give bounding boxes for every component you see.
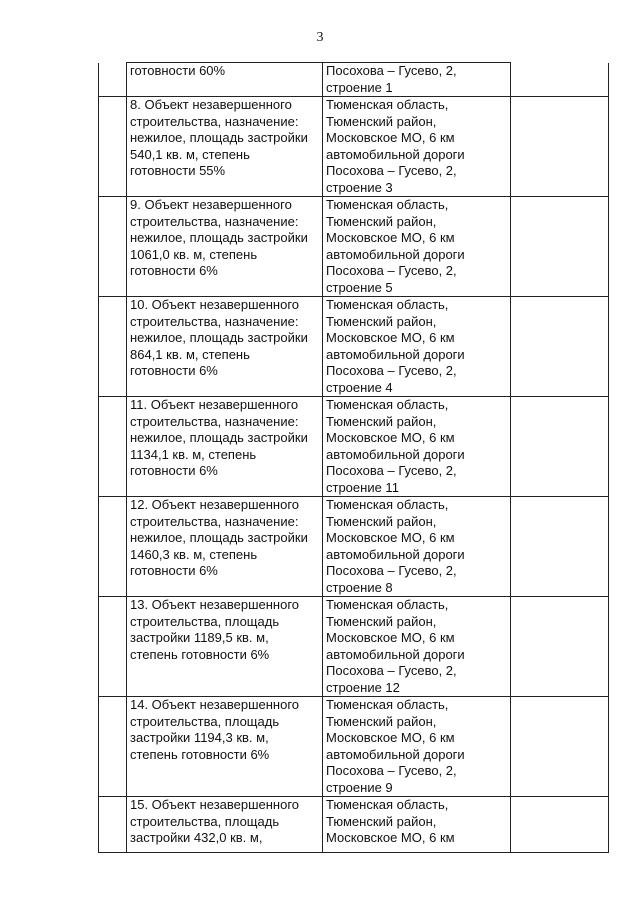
number-cell <box>99 797 127 853</box>
table-row <box>99 197 609 297</box>
table-row <box>99 97 609 197</box>
description-cell: 15. Объект незавершенного строительства, площадь застройки 432,0 кв. м, <box>127 797 323 853</box>
number-cell <box>99 697 127 797</box>
notes-cell <box>511 497 609 597</box>
number-cell <box>99 63 127 97</box>
address-cell: Тюменская область, Тюменский район, Московское МО, 6 км автомобильной дороги Посохова – Гусево, 2, строение 12 <box>323 597 511 697</box>
table-row <box>99 63 609 97</box>
address-cell: Тюменская область, Тюменский район, Московское МО, 6 км автомобильной дороги Посохова – Гусево, 2, строение 9 <box>323 697 511 797</box>
number-cell <box>99 497 127 597</box>
table-row <box>99 797 609 853</box>
number-cell <box>99 197 127 297</box>
address-cell: Тюменская область, Тюменский район, Московское МО, 6 км автомобильной дороги Посохова – Гусево, 2, строение 3 <box>323 97 511 197</box>
notes-cell <box>511 397 609 497</box>
notes-cell <box>511 97 609 197</box>
description-cell: готовности 60% <box>127 63 323 97</box>
description-cell: 11. Объект незавершенного строительства, назначение: нежилое, площадь застройки 1134,1 кв. м, степень готовности 6% <box>127 397 323 497</box>
description-cell: 12. Объект незавершенного строительства, назначение: нежилое, площадь застройки 1460,3 кв. м, степень готовности 6% <box>127 497 323 597</box>
address-cell: Тюменская область, Тюменский район, Московское МО, 6 км автомобильной дороги Посохова – Гусево, 2, строение 4 <box>323 297 511 397</box>
notes-cell <box>511 597 609 697</box>
address-cell: Тюменская область, Тюменский район, Московское МО, 6 км <box>323 797 511 853</box>
property-table <box>98 62 609 853</box>
address-cell: Тюменская область, Тюменский район, Московское МО, 6 км автомобильной дороги Посохова – Гусево, 2, строение 11 <box>323 397 511 497</box>
number-cell <box>99 97 127 197</box>
address-cell: Посохова – Гусево, 2, строение 1 <box>323 63 511 97</box>
table-row <box>99 397 609 497</box>
notes-cell <box>511 697 609 797</box>
notes-cell <box>511 197 609 297</box>
number-cell <box>99 397 127 497</box>
description-cell: 8. Объект незавершенного строительства, назначение: нежилое, площадь застройки 540,1 кв. м, степень готовности 55% <box>127 97 323 197</box>
address-cell: Тюменская область, Тюменский район, Московское МО, 6 км автомобильной дороги Посохова – Гусево, 2, строение 8 <box>323 497 511 597</box>
number-cell <box>99 597 127 697</box>
description-cell: 14. Объект незавершенного строительства, площадь застройки 1194,3 кв. м, степень готовности 6% <box>127 697 323 797</box>
notes-cell <box>511 797 609 853</box>
description-cell: 13. Объект незавершенного строительства, площадь застройки 1189,5 кв. м, степень готовности 6% <box>127 597 323 697</box>
notes-cell <box>511 63 609 97</box>
notes-cell <box>511 297 609 397</box>
table-row <box>99 597 609 697</box>
table-row <box>99 697 609 797</box>
address-cell: Тюменская область, Тюменский район, Московское МО, 6 км автомобильной дороги Посохова – Гусево, 2, строение 5 <box>323 197 511 297</box>
table-row <box>99 297 609 397</box>
table-row <box>99 497 609 597</box>
number-cell <box>99 297 127 397</box>
description-cell: 10. Объект незавершенного строительства, назначение: нежилое, площадь застройки 864,1 кв. м, степень готовности 6% <box>127 297 323 397</box>
page-number: 3 <box>316 30 324 45</box>
description-cell: 9. Объект незавершенного строительства, назначение: нежилое, площадь застройки 1061,0 кв. м, степень готовности 6% <box>127 197 323 297</box>
